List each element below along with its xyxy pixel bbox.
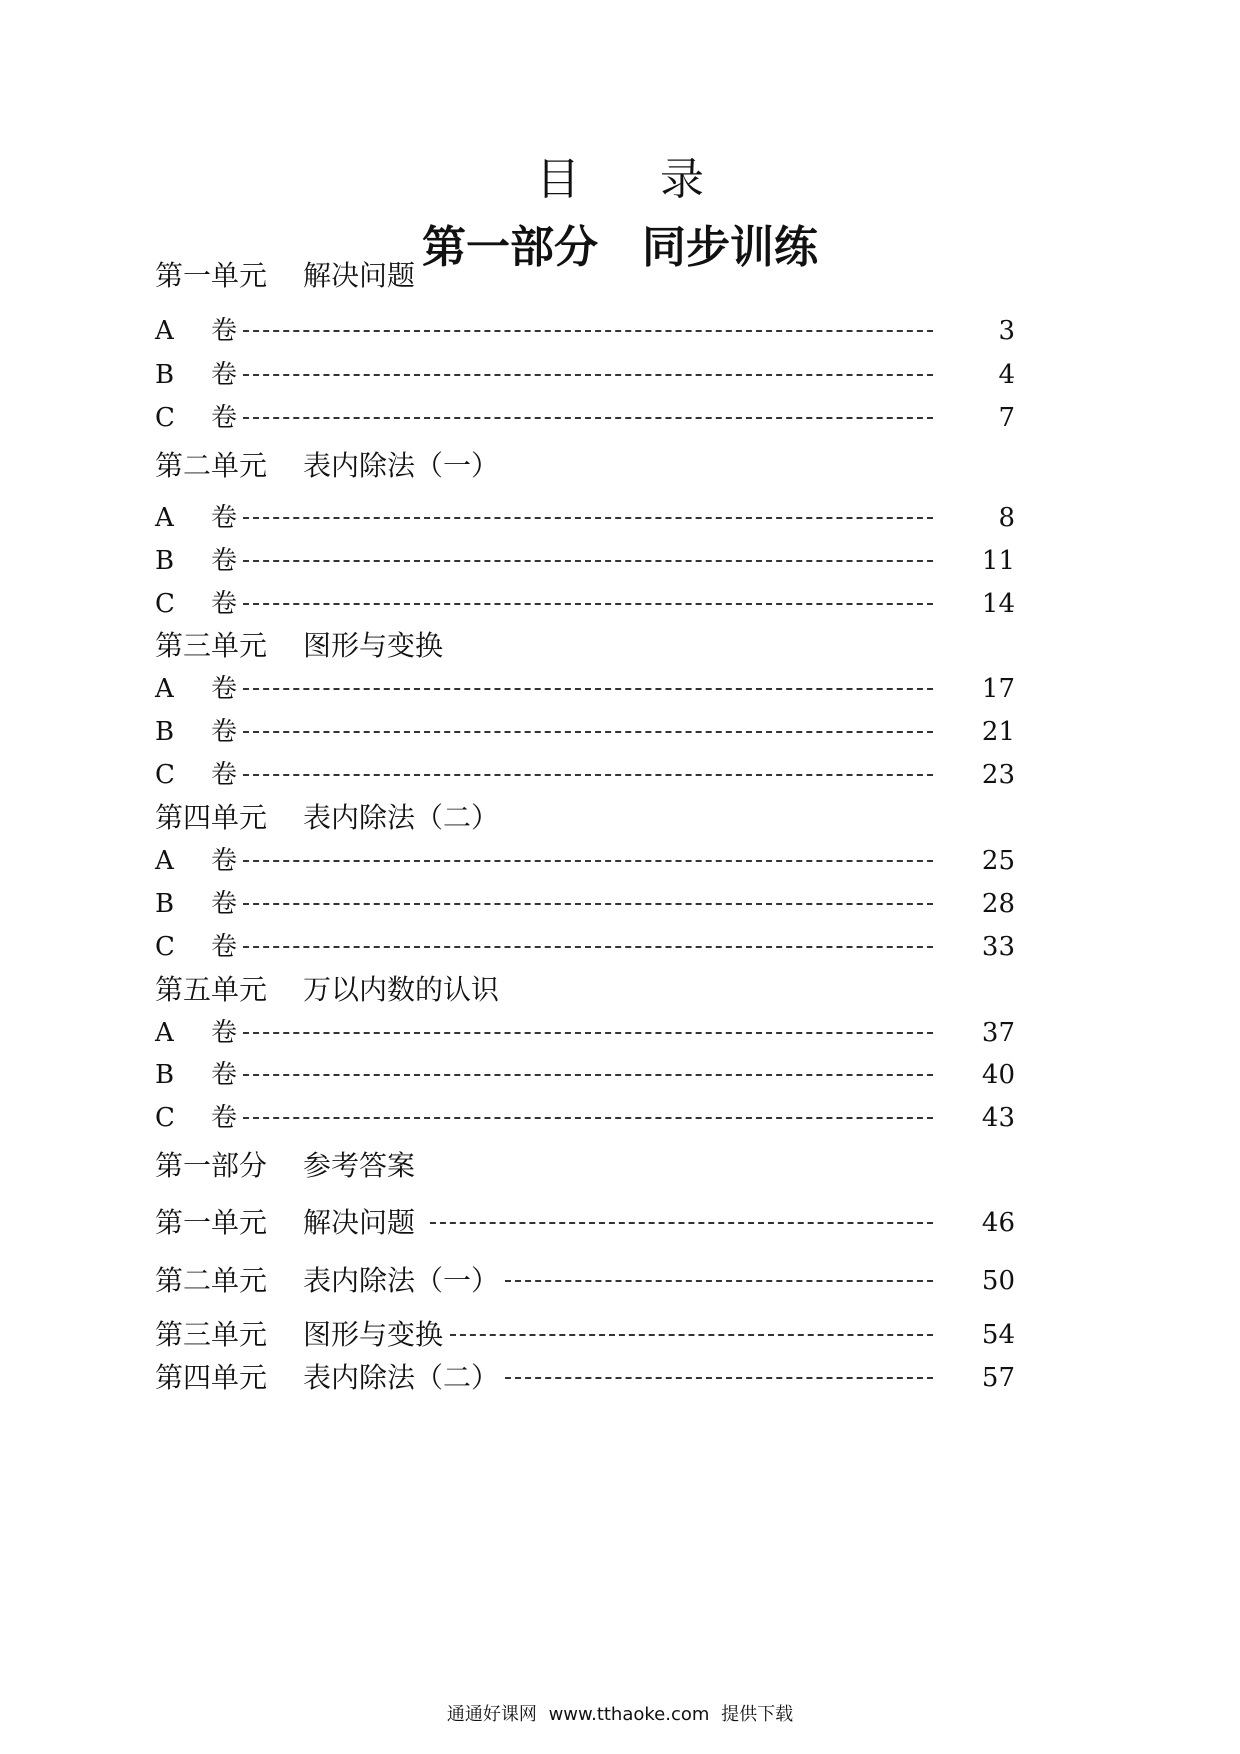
toc-entry[interactable] <box>155 886 1015 922</box>
paper-label: 卷 <box>211 846 238 876</box>
answers-heading <box>155 1148 415 1184</box>
dot-leader <box>243 1074 933 1076</box>
paper-label: 卷 <box>211 674 238 704</box>
unit-name: 第五单元 <box>155 973 268 1006</box>
dot-leader <box>243 374 933 376</box>
paper-letter: B <box>155 1060 175 1090</box>
paper-label: 卷 <box>211 316 238 346</box>
page-number: 21 <box>981 717 1015 747</box>
paper-letter: B <box>155 889 175 919</box>
paper-letter: C <box>155 403 175 433</box>
page-number: 7 <box>998 403 1015 433</box>
dot-leader <box>430 1222 933 1224</box>
paper-letter: C <box>155 932 175 962</box>
paper-letter: B <box>155 717 175 747</box>
toc-entry[interactable] <box>155 500 1015 536</box>
unit-topic: 万以内数的认识 <box>303 973 500 1006</box>
unit-topic: 图形与变换 <box>303 629 444 662</box>
unit-heading <box>155 800 499 836</box>
answers-topic: 参考答案 <box>303 1149 416 1182</box>
paper-label: 卷 <box>211 589 238 619</box>
page-number: 57 <box>981 1363 1015 1393</box>
dot-leader <box>243 946 933 948</box>
toc-entry[interactable] <box>155 1015 1015 1051</box>
page-number: 37 <box>981 1018 1015 1048</box>
page-number: 8 <box>998 503 1015 533</box>
toc-entry[interactable] <box>155 543 1015 579</box>
paper-letter: A <box>155 674 174 704</box>
paper-label: 卷 <box>211 503 238 533</box>
page-number: 40 <box>981 1060 1015 1090</box>
toc-entry[interactable] <box>155 357 1015 393</box>
footer-download-note: 通通好课网 www.tthaoke.com 提供下载 <box>446 1704 794 1725</box>
answers-part: 第一部分 <box>155 1149 268 1182</box>
unit-topic: 解决问题 <box>303 259 416 292</box>
dot-leader <box>505 1280 933 1282</box>
paper-label: 卷 <box>211 1060 238 1090</box>
dot-leader <box>450 1334 933 1336</box>
page-number: 23 <box>981 760 1015 790</box>
unit-name: 第二单元 <box>155 449 268 482</box>
toc-entry[interactable] <box>155 757 1015 793</box>
paper-letter: A <box>155 1018 174 1048</box>
dot-leader <box>243 1117 933 1119</box>
paper-label: 卷 <box>211 360 238 390</box>
unit-heading <box>155 628 443 664</box>
unit-name: 第三单元 <box>155 1318 268 1351</box>
unit-topic: 解决问题 <box>303 1206 416 1239</box>
dot-leader <box>243 330 933 332</box>
toc-entry[interactable] <box>155 400 1015 436</box>
toc-entry[interactable] <box>155 714 1015 750</box>
page-number: 3 <box>998 316 1015 346</box>
paper-letter: C <box>155 1103 175 1133</box>
page-number: 4 <box>998 360 1015 390</box>
toc-entry[interactable] <box>155 671 1015 707</box>
unit-heading <box>155 448 499 484</box>
page-number: 46 <box>981 1208 1015 1238</box>
title-char-2: 录 <box>660 154 784 205</box>
paper-letter: B <box>155 360 175 390</box>
paper-label: 卷 <box>211 932 238 962</box>
toc-entry[interactable] <box>155 586 1015 622</box>
paper-label: 卷 <box>211 1103 238 1133</box>
dot-leader <box>243 731 933 733</box>
unit-name: 第四单元 <box>155 1361 268 1394</box>
page-number: 25 <box>981 846 1015 876</box>
paper-label: 卷 <box>211 403 238 433</box>
paper-label: 卷 <box>211 760 238 790</box>
dot-leader <box>243 688 933 690</box>
paper-label: 卷 <box>211 889 238 919</box>
page-number: 17 <box>981 674 1015 704</box>
dot-leader <box>243 560 933 562</box>
toc-entry[interactable] <box>155 929 1015 965</box>
page-number: 50 <box>981 1266 1015 1296</box>
toc-entry[interactable] <box>155 1100 1015 1136</box>
unit-topic: 表内除法（二） <box>303 801 500 834</box>
dot-leader <box>243 1032 933 1034</box>
dot-leader <box>243 603 933 605</box>
page-number: 11 <box>981 546 1015 576</box>
toc-entry[interactable] <box>155 843 1015 879</box>
toc-entry[interactable] <box>155 1057 1015 1093</box>
paper-label: 卷 <box>211 717 238 747</box>
toc-entry[interactable] <box>155 313 1015 349</box>
paper-letter: C <box>155 589 175 619</box>
unit-heading <box>155 972 499 1008</box>
dot-leader <box>243 517 933 519</box>
unit-name: 第一单元 <box>155 1206 268 1239</box>
unit-name: 第四单元 <box>155 801 268 834</box>
dot-leader <box>243 903 933 905</box>
unit-name: 第二单元 <box>155 1264 268 1297</box>
page-number: 14 <box>981 589 1015 619</box>
part-title: 第一部分 同步训练 <box>422 222 818 273</box>
unit-topic: 表内除法（一） <box>303 449 500 482</box>
dot-leader <box>505 1377 933 1379</box>
toc-title <box>0 150 1240 210</box>
answer-entry[interactable] <box>155 1203 1015 1243</box>
paper-label: 卷 <box>211 546 238 576</box>
paper-letter: A <box>155 316 174 346</box>
paper-letter: A <box>155 503 174 533</box>
page-number: 28 <box>981 889 1015 919</box>
unit-name: 第三单元 <box>155 629 268 662</box>
unit-heading <box>155 258 415 294</box>
page-number: 54 <box>981 1320 1015 1350</box>
unit-name: 第一单元 <box>155 259 268 292</box>
unit-topic: 表内除法（一） <box>303 1264 500 1297</box>
paper-letter: A <box>155 846 174 876</box>
dot-leader <box>243 774 933 776</box>
answer-entry[interactable] <box>155 1315 1015 1355</box>
paper-letter: C <box>155 760 175 790</box>
dot-leader <box>243 860 933 862</box>
paper-letter: B <box>155 546 175 576</box>
answer-entry[interactable] <box>155 1261 1015 1301</box>
dot-leader <box>243 417 933 419</box>
page-number: 33 <box>981 932 1015 962</box>
unit-topic: 图形与变换 <box>303 1318 444 1351</box>
answer-entry[interactable] <box>155 1358 1015 1398</box>
paper-label: 卷 <box>211 1018 238 1048</box>
title-char-1: 目 <box>536 154 660 205</box>
page-number: 43 <box>981 1103 1015 1133</box>
unit-topic: 表内除法（二） <box>303 1361 500 1394</box>
